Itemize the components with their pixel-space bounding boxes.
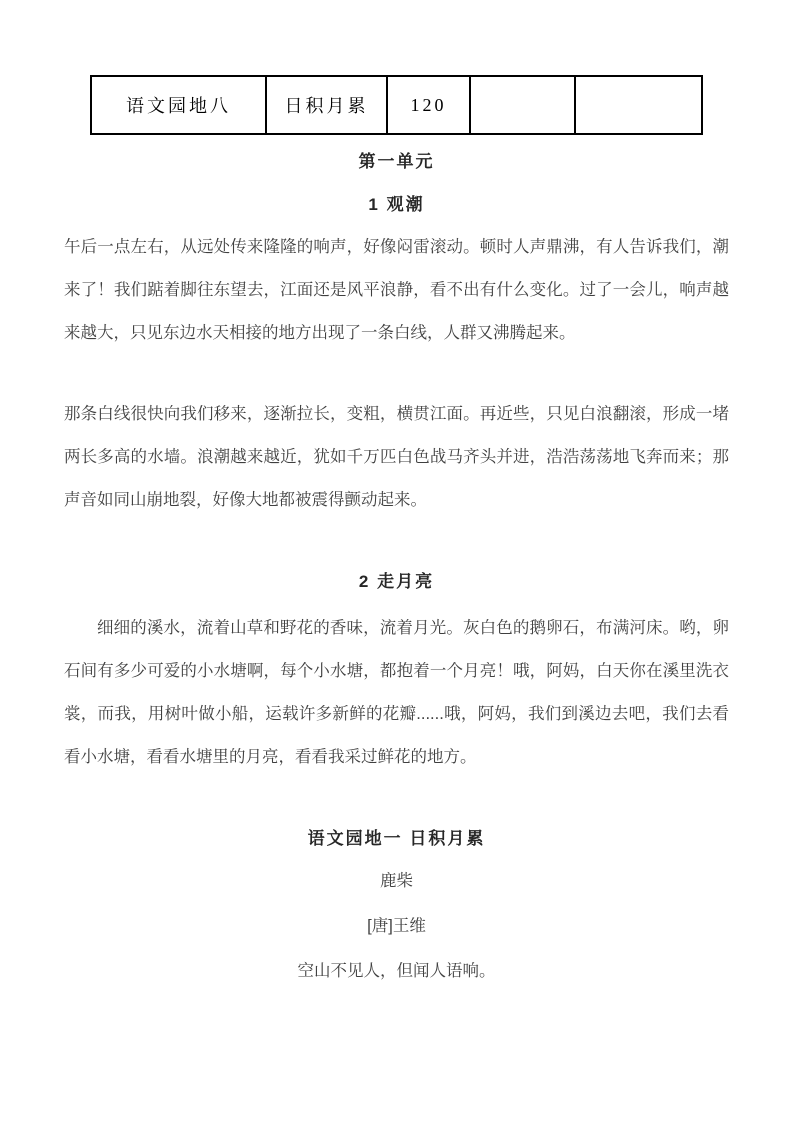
- table-cell-title: 语文园地八: [92, 77, 267, 133]
- poem-title: 鹿柴: [380, 872, 413, 890]
- header-table: [90, 75, 703, 135]
- poem-author: [唐]王维: [367, 917, 426, 935]
- poem-line-1: 空山不见人，但闻人语响。: [297, 962, 496, 980]
- document-body: [0, 140, 793, 993]
- lesson-2-heading: 2 走月亮: [358, 572, 435, 591]
- table-cell-empty-1: [471, 77, 576, 133]
- table-cell-section: 日积月累: [267, 77, 388, 133]
- unit-heading: 第一单元: [358, 152, 435, 171]
- table-cell-page-number: 120: [388, 77, 471, 133]
- paragraph-zouyueliang: 细细的溪水，流着山草和野花的香味，流着月光。灰白色的鹅卵石，布满河床。哟，卵石间有多少可爱的小水塘啊，每个小水塘，都抱着一个月亮！哦，阿妈，白天你在溪里洗衣裳，而我，用树叶做小船，运载许多新鲜的花瓣......哦，阿妈，我们到溪边去吧，我们去看看小水塘，看看水塘里的月亮，看看我采过鲜花的地方。: [64, 619, 729, 766]
- table-cell-empty-2: [576, 77, 701, 133]
- lesson-1-heading: 1 观潮: [368, 195, 425, 214]
- paragraph-guanchao-1: 午后一点左右，从远处传来隆隆的响声，好像闷雷滚动。顿时人声鼎沸，有人告诉我们，潮来了！我们踮着脚往东望去，江面还是风平浪静，看不出有什么变化。过了一会儿，响声越来越大，只见东边水天相接的地方出现了一条白线，人群又沸腾起来。: [64, 238, 729, 342]
- paragraph-guanchao-2: 那条白线很快向我们移来，逐渐拉长，变粗，横贯江面。再近些，只见白浪翻滚，形成一堵两长多高的水墙。浪潮越来越近，犹如千万匹白色战马齐头并进，浩浩荡荡地飞奔而来；那声音如同山崩地裂，好像大地都被震得颤动起来。: [64, 405, 729, 509]
- garden-heading: 语文园地一 日积月累: [307, 829, 486, 848]
